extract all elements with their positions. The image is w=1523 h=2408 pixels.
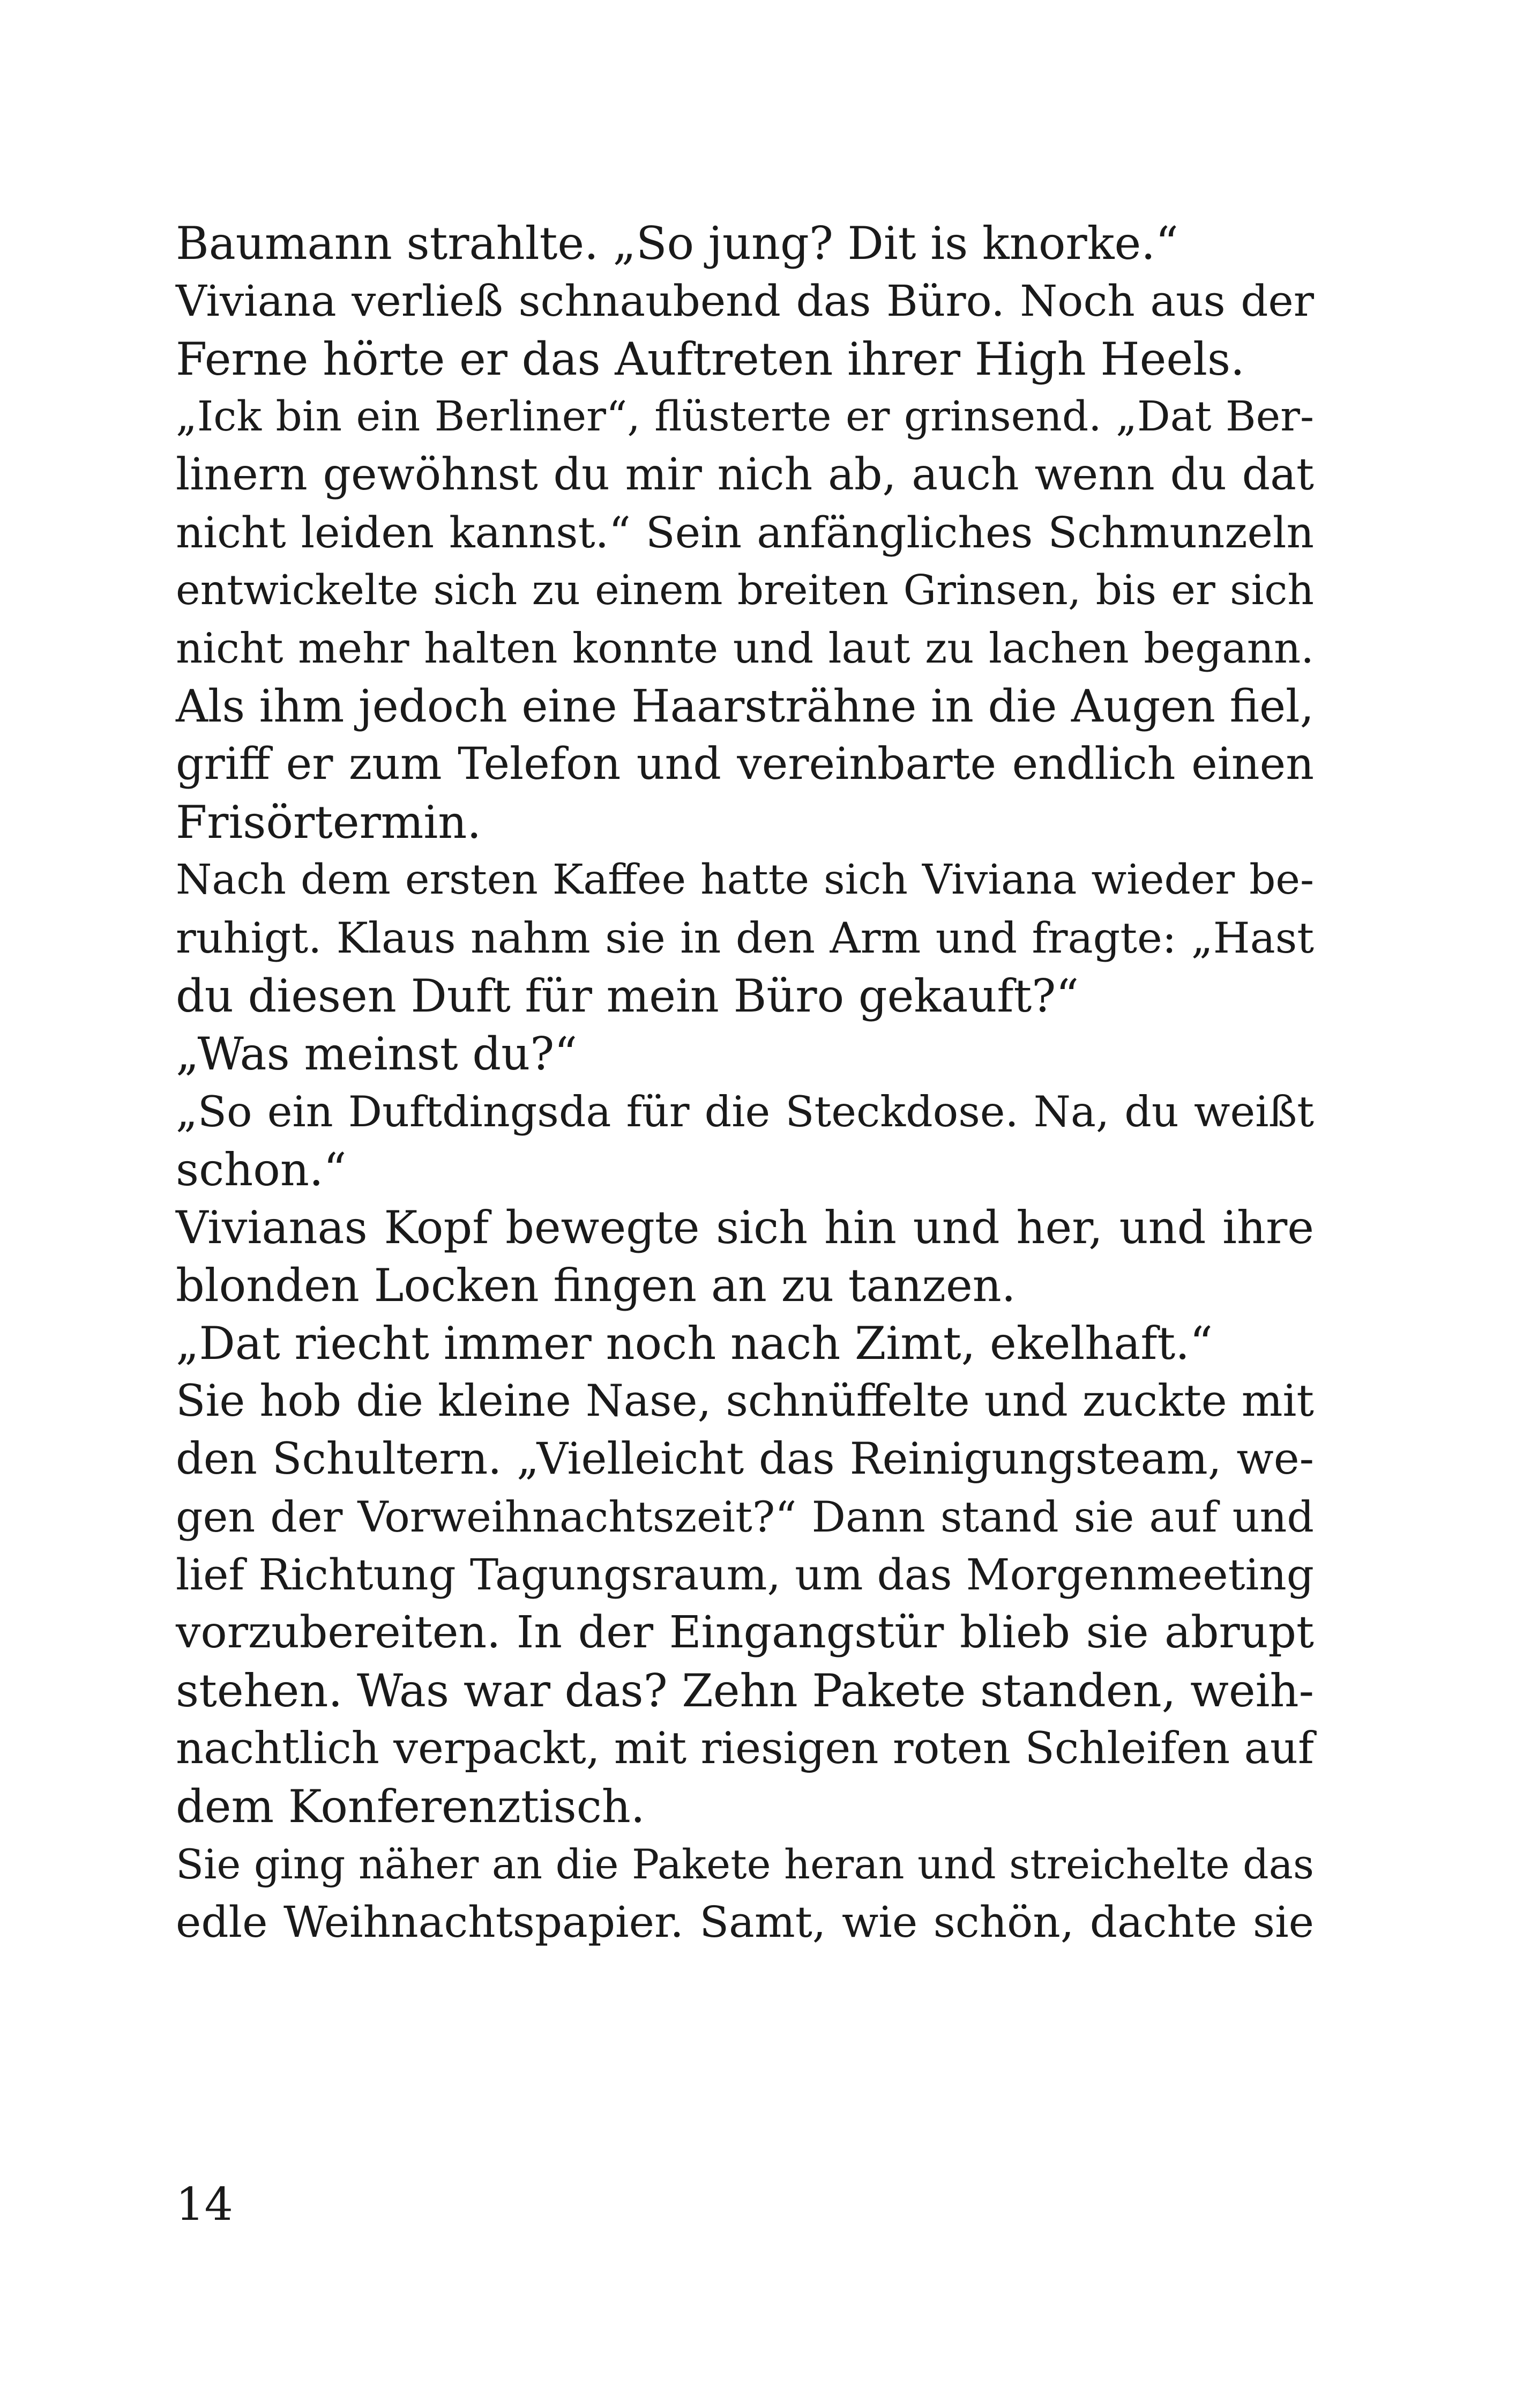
text-line: Baumann strahlte. „So jung? Dit is knorke.“	[176, 217, 1178, 270]
text-line: Sie hob die kleine Nase, schnüffelte und zuckte mit	[176, 1376, 1314, 1426]
text-line: „Was meinst du?“	[176, 1028, 578, 1080]
text-line: blonden Locken fingen an zu tanzen.	[176, 1259, 1016, 1312]
text-line: Vivianas Kopf bewegte sich hin und her, und ihre	[176, 1201, 1314, 1254]
text-line: dem Konferenztisch.	[176, 1780, 645, 1833]
text-line: „Dat riecht immer noch nach Zimt, ekelhaft.“	[176, 1317, 1213, 1370]
text-line: Ferne hörte er das Auftreten ihrer High Heels.	[176, 333, 1245, 385]
text-line: „So ein Duftdingsda für die Steckdose. Na, du weißt	[176, 1087, 1314, 1136]
text-line: Als ihm jedoch eine Haarsträhne in die Augen fiel,	[176, 680, 1314, 732]
text-line: „Ick bin ein Berliner“, flüsterte er grinsend. „Dat Ber-	[176, 393, 1314, 441]
body-text	[176, 214, 1314, 1951]
text-line: Frisörtermin.	[176, 796, 482, 849]
text-line: du diesen Duft für mein Büro gekauft?“	[176, 970, 1079, 1022]
text-line: lief Richtung Tagungsraum, um das Morgenmeeting	[176, 1550, 1314, 1600]
text-line: Sie ging näher an die Pakete heran und streichelte das	[176, 1840, 1314, 1888]
text-line: linern gewöhnst du mir nich ab, auch wenn du dat	[176, 449, 1314, 500]
text-line: vorzubereiten. In der Eingangstür blieb sie abrupt	[176, 1607, 1314, 1658]
text-line: gen der Vorweihnachtszeit?“ Dann stand sie auf und	[176, 1492, 1314, 1542]
text-line: ruhigt. Klaus nahm sie in den Arm und fragte: „Hast	[176, 913, 1314, 963]
text-line: nicht leiden kannst.“ Sein anfängliches Schmunzeln	[176, 508, 1314, 558]
text-line: nicht mehr halten konnte und laut zu lachen begann.	[176, 625, 1314, 673]
text-line: stehen. Was war das? Zehn Pakete standen, weih-	[176, 1664, 1314, 1717]
text-line: nachtlich verpackt, mit riesigen roten Schleifen auf	[176, 1723, 1314, 1774]
text-line: Viviana verließ schnaubend das Büro. Noch aus der	[176, 276, 1314, 326]
text-line: Nach dem ersten Kaffee hatte sich Viviana wieder be-	[176, 856, 1314, 904]
page-number: 14	[176, 2178, 233, 2231]
text-line: griff er zum Telefon und vereinbarte endlich einen	[176, 739, 1314, 790]
text-line: den Schultern. „Vielleicht das Reinigungsteam, we-	[176, 1434, 1314, 1484]
text-line: entwickelte sich zu einem breiten Grinsen, bis er sich	[176, 567, 1314, 614]
text-line: schon.“	[176, 1143, 347, 1196]
text-line: edle Weihnachtspapier. Samt, wie schön, dachte sie	[176, 1897, 1314, 1947]
